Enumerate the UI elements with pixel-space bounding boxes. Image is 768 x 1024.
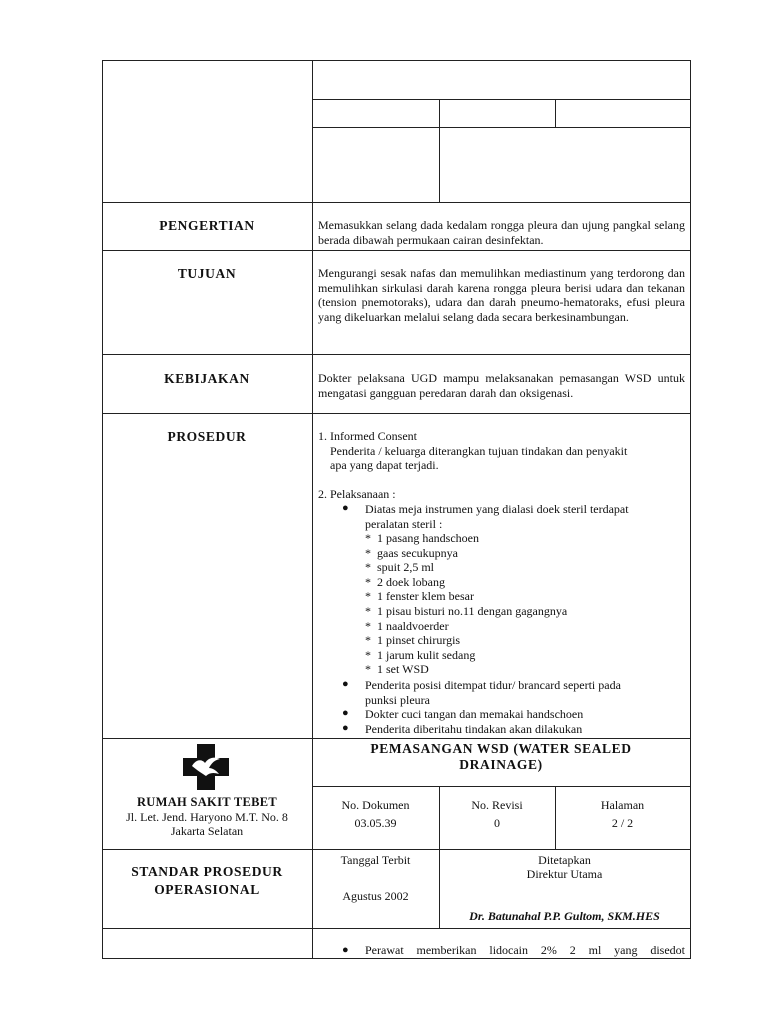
halaman-value: 2 / 2 [611,816,634,830]
table-border-bottom [102,958,691,959]
hospital-name: RUMAH SAKIT TEBET [136,795,278,809]
document-title-line-1: PEMASANGAN WSD (WATER SEALED [370,741,632,756]
tanggal-terbit-label: Tanggal Terbit [340,853,411,867]
item-marker: * [365,619,371,633]
item-marker: * [365,589,371,603]
item-marker: * [365,648,371,662]
direktur-label: Direktur Utama [526,867,603,881]
tujuan-text: Mengurangi sesak nafas dan memulihkan mediastinum yang terdorong dan memulihkan sirkulasi darah karena rongga pleura berisi udara dan tekanan (tension pnemotoraks), udara dan darah pneumo-hematoraks, efusi pleura yang dikeluarkan melalui selang dada secara berkesinambungan. [318,266,685,324]
bullet-dot: ● [342,502,349,514]
bullet-dot: ● [342,944,349,956]
bullet-2-line-2: punksi pleura [365,693,430,707]
halaman-label: Halaman [600,798,645,812]
step1-title: 1. Informed Consent [318,429,417,443]
no-dokumen-label: No. Dokumen [341,798,410,812]
signatory-name: Dr. Batunahal P.P. Gultom, SKM.HES [469,909,660,923]
bullet-1-line-2: peralatan steril : [365,517,443,531]
row-divider-tujuan [102,250,691,251]
kebijakan-text: Dokter pelaksana UGD mampu melaksanakan pemasangan WSD untuk mengatasi gangguan peredaran darah dan oksigenasi. [318,371,685,400]
instrument-item: 2 doek lobang [377,575,445,589]
instrument-item: 1 pisau bisturi no.11 dengan gagangnya [377,604,568,618]
bullet-dot: ● [342,707,349,719]
item-marker: * [365,531,371,545]
kebijakan-label: KEBIJAKAN [164,371,250,386]
instrument-item: gaas secukupnya [377,546,458,560]
step1-line-1: Penderita / keluarga diterangkan tujuan tindakan dan penyakit [330,444,628,458]
tanggal-terbit-value: Agustus 2002 [342,889,409,903]
bullet-3: Dokter cuci tangan dan memakai handschoen [365,707,584,721]
instrument-item: 1 fenster klem besar [377,589,474,603]
item-marker: * [365,633,371,647]
row-divider-prosedur [102,413,691,414]
bullet-dot: ● [342,678,349,690]
spo-title-line-1: STANDAR PROSEDUR [131,864,283,879]
spo-title-line-2: OPERASIONAL [154,882,260,897]
instrument-item: 1 set WSD [377,662,429,676]
hospital-address-line-2: Jakarta Selatan [170,824,244,838]
item-marker: * [365,662,371,676]
table-border-right [690,60,691,959]
row-divider-footer [102,738,691,739]
header-row-line-1 [312,99,691,100]
bullet-dot: ● [342,722,349,734]
hospital-logo-icon [183,744,229,790]
footer-bottom-divider [102,928,691,929]
prosedur-label: PROSEDUR [167,429,247,444]
footer-info-divider [102,849,691,850]
pengertian-label: PENGERTIAN [159,218,255,233]
header-col-divider-1 [439,99,440,203]
item-marker: * [365,604,371,618]
tujuan-label: TUJUAN [177,266,237,281]
hospital-address-line-1: Jl. Let. Jend. Haryono M.T. No. 8 [126,810,288,824]
table-border-top [102,60,691,61]
item-marker: * [365,560,371,574]
instrument-item: 1 pasang handschoen [377,531,479,545]
instrument-item: spuit 2,5 ml [377,560,435,574]
item-marker: * [365,575,371,589]
item-marker: * [365,546,371,560]
instrument-item: 1 jarum kulit sedang [377,648,476,662]
row-divider-pengertian [102,202,691,203]
footer-title-divider [312,786,691,787]
instrument-item: 1 naaldvoerder [377,619,449,633]
document-title-line-2: DRAINAGE) [459,757,543,772]
bullet-1-line-1: Diatas meja instrumen yang dialasi doek steril terdapat [365,502,629,516]
header-col-divider-2 [555,99,556,128]
bullet-4: Penderita diberitahu tindakan akan dilakukan [365,722,583,736]
no-revisi-label: No. Revisi [471,798,523,812]
instrument-item: 1 pinset chirurgis [377,633,461,647]
bullet-2-line-1: Penderita posisi ditempat tidur/ brancard seperti pada [365,678,621,692]
no-dokumen-value: 03.05.39 [354,816,397,830]
step2-title: 2. Pelaksanaan : [318,487,396,501]
header-row-line-2 [312,127,691,128]
pengertian-text: Memasukkan selang dada kedalam rongga pleura dan ujung pangkal selang berada dibawah permukaan cairan desinfektan. [318,218,685,247]
ditetapkan-label: Ditetapkan [538,853,591,867]
row-divider-kebijakan [102,354,691,355]
step1-line-2: apa yang dapat terjadi. [330,458,439,472]
no-revisi-value: 0 [494,816,500,830]
last-bullet-text: Perawat memberikan lidocain 2% 2 ml yang disedot [365,943,685,957]
